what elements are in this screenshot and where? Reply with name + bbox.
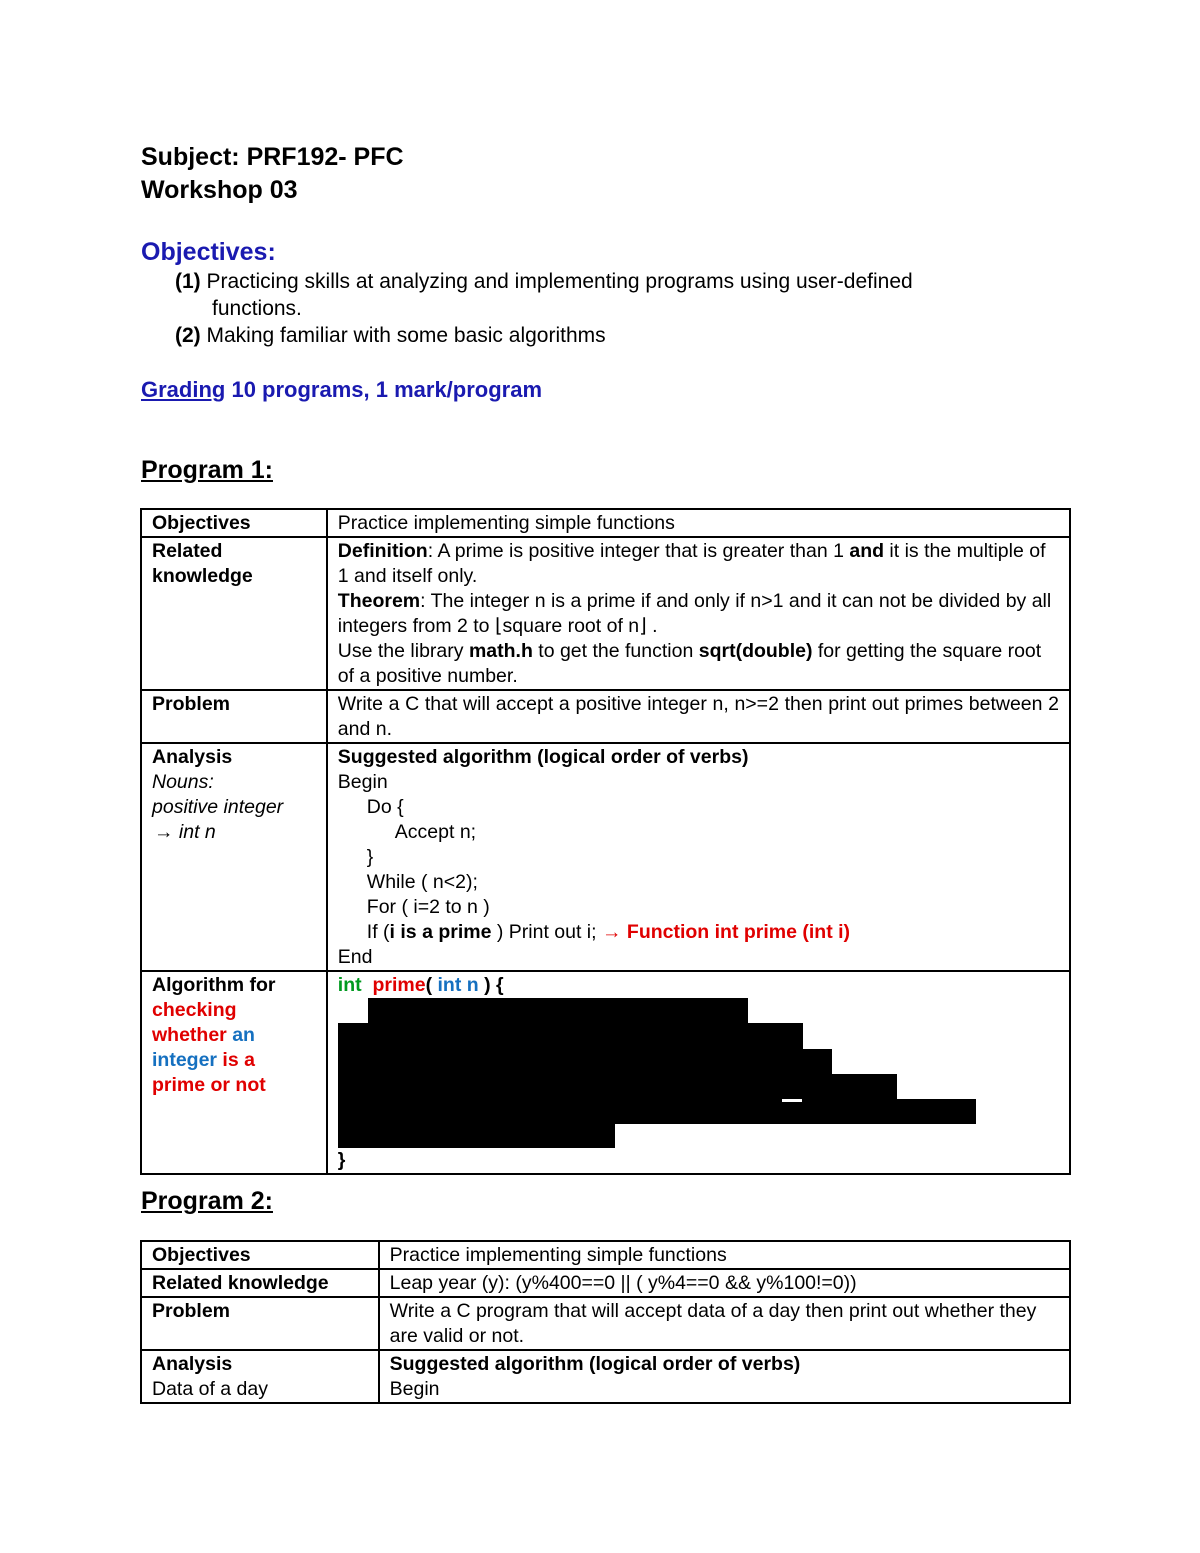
noun-item: positive integer: [152, 796, 284, 818]
label-line: prime or not: [152, 1074, 266, 1096]
dash-mark: [782, 1099, 802, 1102]
code-cell: [327, 971, 1070, 1174]
label-line: [152, 1023, 316, 1048]
definition-term: Definition: [337, 540, 428, 562]
workshop-heading: Workshop 03: [141, 176, 298, 204]
subject-heading: Subject: PRF192- PFC: [141, 143, 404, 171]
program-1-table: [140, 508, 1071, 1175]
algo-step: While ( n<2);: [366, 871, 478, 893]
problem-label: Problem: [141, 690, 327, 743]
analysis-title: Analysis: [152, 746, 233, 768]
theorem-term: Theorem: [337, 590, 421, 612]
table-row: [141, 1350, 1070, 1403]
function-name: sqrt(double): [698, 640, 813, 662]
code-param: int n: [437, 974, 479, 996]
grading-label: Grading: [141, 377, 226, 402]
redaction-bar: [338, 1124, 615, 1148]
label-fragment: whether: [152, 1024, 233, 1046]
table-row: [141, 971, 1070, 1174]
related-knowledge-label: [141, 537, 327, 690]
definition-text: it is the multiple of 1 and itself only.: [337, 540, 1046, 587]
code-punct: (: [425, 974, 438, 996]
definition-and: and: [849, 540, 885, 562]
library-paragraph: [338, 639, 1059, 689]
label-line: Algorithm for: [152, 974, 276, 996]
objectives-heading: Objectives:: [141, 238, 276, 266]
algo-step: Begin: [389, 1378, 440, 1400]
table-row: [141, 743, 1070, 971]
label-fragment: integer: [152, 1049, 218, 1071]
nouns-label: Nouns:: [152, 771, 214, 793]
code-function-name: prime: [372, 974, 426, 996]
redaction-bar: [338, 1023, 803, 1049]
algo-step: For ( i=2 to n ): [366, 896, 490, 918]
redaction-bar: [338, 1049, 832, 1074]
objectives-value: Practice implementing simple functions: [327, 509, 1070, 537]
table-row: [141, 1297, 1070, 1350]
objective-text: Making familiar with some basic algorithms: [200, 324, 606, 347]
code-closing-brace: }: [337, 1149, 346, 1171]
definition-paragraph: [338, 539, 1059, 589]
algo-step: Do {: [366, 796, 404, 818]
code-punct: ) {: [478, 974, 504, 996]
problem-text: Write a C program that will accept data of a day then print out whether they are valid or not.: [379, 1297, 1070, 1350]
table-row: [141, 509, 1070, 537]
redaction-bar: [338, 1099, 976, 1124]
objective-item-1-continued: functions.: [212, 297, 302, 320]
code-keyword: int: [337, 974, 362, 996]
objectives-label: Objectives: [141, 1241, 379, 1269]
label-fragment: is a: [217, 1049, 255, 1071]
objective-text: Practicing skills at analyzing and implementing programs using user-defined: [200, 270, 913, 293]
suggested-algorithm-title: Suggested algorithm (logical order of verbs): [389, 1353, 801, 1375]
table-row: [141, 537, 1070, 690]
algorithm-steps: [327, 743, 1070, 971]
related-knowledge-value: [327, 537, 1070, 690]
program-1-heading: Program 1:: [141, 456, 273, 484]
library-text: to get the function: [532, 640, 699, 662]
problem-label: Problem: [141, 1297, 379, 1350]
code-signature: [338, 973, 1059, 998]
algo-step: Begin: [337, 771, 388, 793]
theorem-text: : The integer n is a prime if and only if n>1 and it can not be divided by all integers from 2 to ⌊square root of n⌋ .: [337, 590, 1052, 637]
noun-mapping: → int n: [154, 821, 216, 843]
related-knowledge-value: Leap year (y): (y%400==0 || ( y%4==0 && y%100!=0)): [379, 1269, 1070, 1297]
redaction-bar: [338, 1074, 897, 1099]
algorithm-label: [141, 971, 327, 1174]
algo-step: }: [366, 846, 374, 868]
label-line: [152, 1048, 316, 1073]
library-text: Use the library: [337, 640, 469, 662]
objective-number: (1): [175, 270, 201, 293]
grading-text: 10 programs, 1 mark/program: [225, 377, 543, 402]
if-text: If (: [366, 921, 390, 943]
analysis-label: [141, 743, 327, 971]
objectives-value: Practice implementing simple functions: [379, 1241, 1070, 1269]
label-line: Related: [152, 540, 223, 562]
theorem-paragraph: [338, 589, 1059, 639]
objective-number: (2): [175, 324, 201, 347]
program-2-table: [140, 1240, 1071, 1404]
related-knowledge-label: Related knowledge: [141, 1269, 379, 1297]
suggested-algorithm-title: Suggested algorithm (logical order of verbs): [337, 746, 749, 768]
table-row: [141, 690, 1070, 743]
analysis-subtitle: Data of a day: [152, 1378, 268, 1400]
program-2-heading: Program 2:: [141, 1187, 273, 1215]
analysis-label: [141, 1350, 379, 1403]
algorithm-steps: [379, 1350, 1070, 1403]
redacted-code-block: [338, 998, 1059, 1148]
objectives-label: Objectives: [141, 509, 327, 537]
algo-step: Accept n;: [394, 821, 477, 843]
label-line: checking: [152, 999, 237, 1021]
objective-item-2: [175, 322, 606, 349]
if-text: ) Print out i;: [491, 921, 602, 943]
label-fragment: an: [232, 1024, 255, 1046]
grading-line: [141, 375, 542, 405]
algo-step: [338, 920, 1059, 945]
function-reference: → Function int prime (int i): [601, 921, 851, 943]
problem-text: Write a C that will accept a positive integer n, n>=2 then print out primes between 2 and n.: [327, 690, 1070, 743]
label-line: knowledge: [152, 565, 253, 587]
definition-text: : A prime is positive integer that is greater than 1: [427, 540, 850, 562]
redaction-bar: [368, 998, 748, 1023]
objective-item-1: [175, 268, 913, 295]
library-name: math.h: [468, 640, 533, 662]
table-row: [141, 1269, 1070, 1297]
analysis-title: Analysis: [152, 1353, 233, 1375]
algo-step: End: [337, 946, 373, 968]
library-text: for getting the square root of a positive number.: [337, 640, 1042, 687]
table-row: [141, 1241, 1070, 1269]
if-condition: i is a prime: [389, 921, 492, 943]
